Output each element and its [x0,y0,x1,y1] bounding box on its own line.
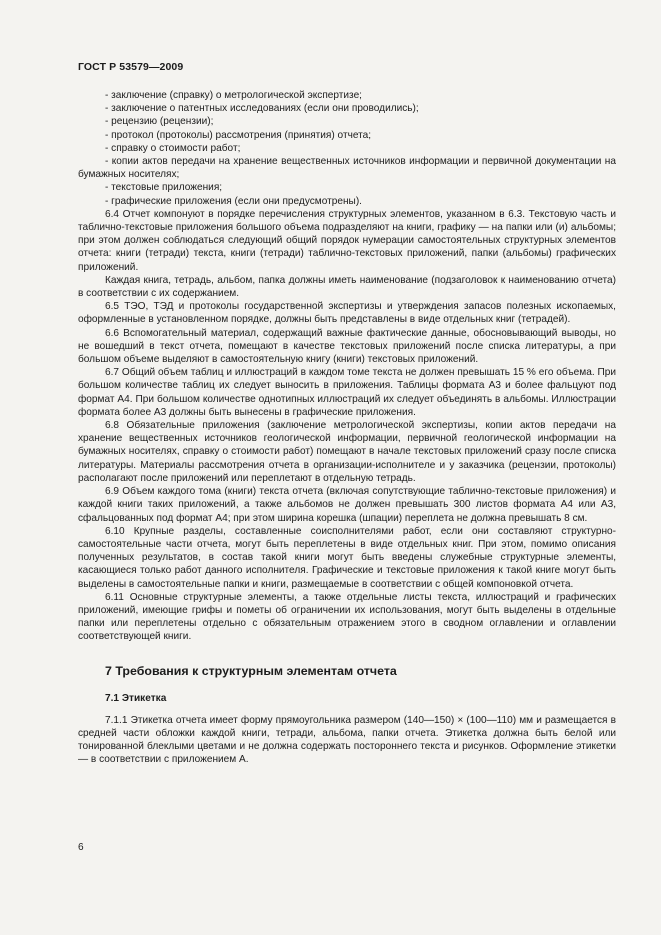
list-item: - текстовые приложения; [105,182,223,194]
paragraph-6-6: 6.6 Вспомогательный материал, содержащий важные фактические данные, обосновывающий выводы, но не вошедший в текст отчета, помещают в качестве текстовых приложений после списка литературы, а при большом объеме выделяют в самостоятельную книгу (книги) текстовых приложений. [78,327,616,366]
list-item: - протокол (протоколы) рассмотрения (принятия) отчета; [105,129,372,141]
paragraph-6-5: 6.5 ТЭО, ТЭД и протоколы государственной экспертизы и утверждения запасов полезных ископаемых, оформленные в установленном порядке, должны быть представлены в виде отдельных книг (тетрадей). [78,301,616,326]
list-item: - рецензию (рецензии); [105,116,214,128]
list-item: - заключение о патентных исследованиях (если они проводились); [105,103,419,115]
list-item: - справку о стоимости работ; [105,142,241,154]
paragraph-7-1-1: 7.1.1 Этикетка отчета имеет форму прямоугольника размером (140—150) × (100—110) мм и размещается в средней части обложки каждой книги, тетради, альбома, папки отчета. Этикетка должна быть белой или тонированной блеклыми цветами и не должна содержать постороннего текста и рисунков. Оформление этикетки — в соответствии с приложением А. [78,714,616,766]
paragraph-6-10: 6.10 Крупные разделы, составленные соисполнителями работ, если они составляют структурно-самостоятельные части отчета, могут быть переплетены в виде отдельных книг. При этом, помимо описания полученных результатов, в состав такой книги могут быть введены служебные структурные элементы, касающиеся только работ данного исполнителя. Графические и текстовые приложения к такой книге могут быть выделены в самостоятельные папки и книги, размещаемые в соответствии с общей компоновкой отчета. [78,525,616,590]
section-heading: 7 Требования к структурным элементам отчета [105,663,397,678]
paragraph-6-7: 6.7 Общий объем таблиц и иллюстраций в каждом томе текста не должен превышать 15 % его объема. При большом количестве таблиц их следует выносить в приложения. Таблицы формата А3 и более фальцуют под формат А4. При большом количестве однотипных иллюстраций их следует объединять в альбомы. Иллюстрации формата более А3 должны быть вынесены в графические приложения. [78,367,616,418]
paragraph-6-8: 6.8 Обязательные приложения (заключение метрологической экспертизы, копии актов передачи на хранение вещественных источников геологической информации, первичной геологической информации на бумажных носителях, справку о стоимости работ) помещают в начале текстовых приложений сразу после списка литературы. Материалы рассмотрения отчета в организации-исполнителе и у заказчика (рецензии, протоколы) располагают после приложений или переплетают в отдельную тетрадь. [78,420,616,484]
list-item: - графические приложения (если они предусмотрены). [105,195,362,207]
page-number: 6 [78,842,84,853]
list-item: - заключение (справку) о метрологической экспертизе; [105,90,362,101]
subsection-heading: 7.1 Этикетка [105,692,167,704]
document-body [78,89,616,767]
paragraph-6-11: 6.11 Основные структурные элементы, а также отдельные листы текста, иллюстраций и графических приложений, имеющие грифы и пометы об ограничении их использования, могут быть выделены в отдельные папки или переплетены отдельно с обязательным отражением этого в сводном оглавлении и оглавлении соответствующей книги. [78,591,616,643]
paragraph-6-9: 6.9 Объем каждого тома (книги) текста отчета (включая сопутствующие таблично-текстовые приложения) и каждой книги таких приложений, а также альбомов не должен превышать 300 листов формата А4 или А3, сфальцованных под формат А4; при этом ширина корешка (шпации) переплета не должна превышать 8 см. [78,486,616,524]
paragraph-6-4: 6.4 Отчет компонуют в порядке перечисления структурных элементов, указанном в 6.3. Текстовую часть и таблично-текстовые приложения большого объема подразделяют на книги, графику — на папки или (и) альбомы; при этом должен соблюдаться следующий общий порядок нумерации самостоятельных структурных элементов отчета: книги (тетради) текста, книги (тетради) таблично-текстовых приложений, папки (альбомы) графических приложений. [78,208,616,273]
document-header: ГОСТ Р 53579—2009 [78,61,184,73]
list-item: - копии актов передачи на хранение вещественных источников информации и первичной документации на бумажных носителях; [78,156,616,181]
paragraph-6-4-note: Каждая книга, тетрадь, альбом, папка должны иметь наименование (подзаголовок к наименованию отчета) в соответствии с их содержанием. [78,274,616,300]
